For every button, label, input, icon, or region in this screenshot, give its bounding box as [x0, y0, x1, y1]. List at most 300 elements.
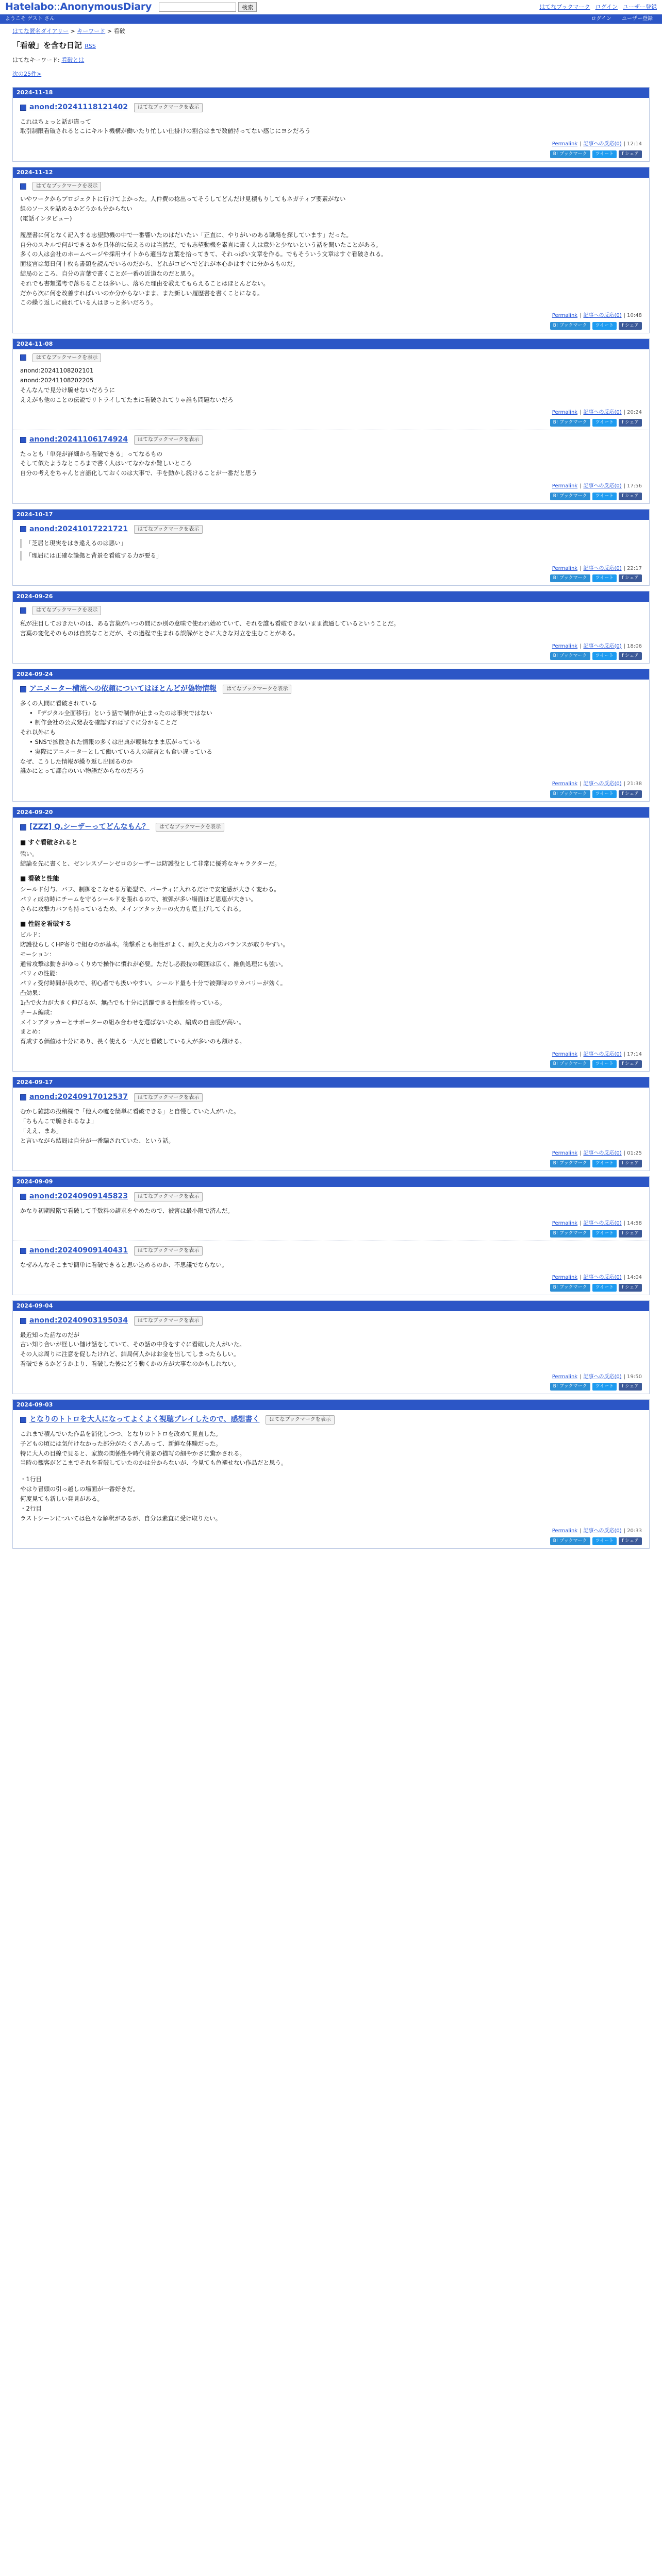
trackback-link[interactable]: 記事への反応(0)	[583, 313, 622, 319]
meta-separator: |	[580, 1374, 582, 1380]
body-line: ・2行目	[20, 1504, 42, 1512]
body-line: 最近知った話なのだが	[20, 1331, 79, 1338]
share-buttons	[20, 1537, 642, 1545]
breadcrumb-current: 看破	[113, 28, 125, 35]
permalink-link[interactable]: Permalink	[552, 410, 578, 416]
login-link[interactable]: ログイン	[591, 16, 611, 22]
body-line: 古い知り合いが怪しい儲け話をしていて、その話の中身をすぐに看破した人がいた。	[20, 1341, 245, 1348]
page-header	[0, 36, 662, 82]
entry-time: | 17:14	[623, 1051, 642, 1057]
entry-time: | 14:58	[623, 1221, 642, 1227]
show-bookmarks-button[interactable]: はてなブックマークを表示	[32, 182, 101, 191]
day-section	[12, 1300, 650, 1394]
breadcrumb-separator: >	[105, 28, 114, 35]
entry-permalink-icon[interactable]	[20, 183, 26, 190]
entry-title[interactable]: anond:20240909145823	[29, 1192, 128, 1200]
entry-title[interactable]: anond:20241118121402	[29, 103, 128, 111]
header-link-0[interactable]: はてなブックマーク	[539, 3, 590, 10]
keyword-label: はてなキーワード:	[12, 57, 60, 64]
entry-title[interactable]: anond:20240917012537	[29, 1093, 128, 1101]
entry-permalink-icon[interactable]	[20, 686, 26, 692]
tweet-button[interactable]: ツイート	[592, 1383, 617, 1391]
permalink-link[interactable]: Permalink	[552, 1528, 578, 1534]
share-buttons	[20, 1160, 642, 1167]
body-line: 強い。	[20, 850, 38, 857]
body-line: ・1行目	[20, 1476, 42, 1483]
facebook-share-button[interactable]: f シェア	[619, 1284, 642, 1292]
entry-meta	[20, 1149, 642, 1158]
entry-body	[20, 450, 642, 478]
entry-body	[20, 1430, 642, 1523]
tweet-button[interactable]: ツイート	[592, 652, 617, 660]
show-bookmarks-button[interactable]: はてなブックマークを表示	[134, 1316, 203, 1326]
meta-separator: |	[580, 643, 582, 649]
entry-title[interactable]: anond:20240909140431	[29, 1246, 128, 1255]
body-line: むかし雑誌の投稿欄で「他人の嘘を簡単に看破できる」と自慢していた人がいた。	[20, 1108, 240, 1115]
show-bookmarks-button[interactable]: はてなブックマークを表示	[266, 1415, 334, 1425]
tweet-button[interactable]: ツイート	[592, 1230, 617, 1238]
meta-separator: |	[580, 483, 582, 489]
entry-time: | 20:33	[623, 1528, 642, 1534]
trackback-link[interactable]: 記事への反応(0)	[583, 1221, 622, 1227]
show-bookmarks-button[interactable]: はてなブックマークを表示	[134, 103, 203, 112]
facebook-share-button[interactable]: f シェア	[619, 322, 642, 330]
meta-separator: |	[580, 1275, 582, 1281]
entry	[13, 1410, 649, 1548]
body-line: ラストシーンについては色々な解釈があるが、自分は素直に受け取りたい。	[20, 1514, 222, 1522]
search-button[interactable]: 検索	[238, 2, 257, 12]
meta-separator: |	[580, 410, 582, 416]
show-bookmarks-button[interactable]: はてなブックマークを表示	[134, 435, 203, 445]
show-bookmarks-button[interactable]: はてなブックマークを表示	[32, 353, 101, 363]
hatena-bookmark-button[interactable]: B! ブックマーク	[550, 1060, 590, 1068]
body-line: 多くの人間に看破されている	[20, 699, 97, 707]
permalink-link[interactable]: Permalink	[552, 643, 578, 649]
entry-body	[20, 195, 642, 308]
show-bookmarks-button[interactable]: はてなブックマークを表示	[134, 1192, 203, 1201]
entry-title-row	[20, 606, 642, 615]
day-date: 2024-11-08	[13, 339, 649, 349]
day-section	[12, 1077, 650, 1171]
body-line: 防護役らしくHP寄りで組むのが基本。衝撃系とも相性がよく、耐久と火力のバランスが取りやすい。	[20, 941, 289, 948]
facebook-share-button[interactable]: f シェア	[619, 1160, 642, 1167]
share-buttons	[20, 322, 642, 330]
entry	[13, 1241, 649, 1295]
body-line: 特に大人の目線で見ると、家族の関係性や時代背景の描写の細やかさに驚かされる。	[20, 1449, 245, 1457]
entry-permalink-icon[interactable]	[20, 526, 26, 532]
body-line: 通常攻撃は動きがゆっくりめで操作に慣れが必要。ただし必殺技の範囲は広く、雑魚処理にも強い。	[20, 960, 287, 968]
entry	[13, 349, 649, 430]
entry-title-row	[20, 353, 642, 363]
keyword-link[interactable]: 看破とは	[61, 57, 85, 64]
day-date: 2024-09-26	[13, 591, 649, 602]
permalink-link[interactable]: Permalink	[552, 565, 578, 571]
tweet-button[interactable]: ツイート	[592, 419, 617, 427]
hatena-bookmark-button[interactable]: B! ブックマーク	[550, 1537, 590, 1545]
trackback-link[interactable]: 記事への反応(0)	[583, 1528, 622, 1534]
entry-meta	[20, 780, 642, 788]
share-buttons	[20, 150, 642, 158]
trackback-link[interactable]: 記事への反応(0)	[583, 565, 622, 571]
body-line: モーション：	[20, 950, 56, 958]
entry-permalink-icon[interactable]	[20, 1248, 26, 1254]
body-line: 自分のスキルで何ができるかを具体的に伝えるのは当然だ。でも志望動機を素直に書く人は意外と少ないという話を聞いたことがある。	[20, 241, 382, 248]
page-title: 「看破」を含む日記 RSS	[12, 41, 96, 50]
body-line: 私が注目しておきたいのは、ある言葉がいつの間にか別の意味で使われ始めていて、それを誰も看破できないまま流通しているということだ。	[20, 619, 400, 627]
day-section	[12, 167, 650, 333]
section-heading: ■ 性能を看破する	[20, 920, 72, 927]
entry	[13, 520, 649, 586]
tweet-button[interactable]: ツイート	[592, 790, 617, 798]
entry-title[interactable]: アニメーター横流への依頼についてはほとんどが偽物情報	[29, 685, 217, 693]
entry-title-row	[20, 822, 642, 833]
day-section	[12, 591, 650, 664]
section-heading: ■ すぐ看破されると	[20, 839, 78, 846]
hatena-bookmark-button[interactable]: B! ブックマーク	[550, 322, 590, 330]
body-line: 履歴書に何となく記入する志望動機の中で一番響いたのはだいたい「正直に、やりがいのある職場を探しています」だった。	[20, 231, 352, 239]
tweet-button[interactable]: ツイート	[592, 574, 617, 582]
entry-time: | 20:24	[623, 410, 642, 416]
body-line: 多くの人は会社のホームページや採用サイトから適当な言葉を拾ってきて、それっぽい文章を作る。でもそういう文章はすぐ看破される。	[20, 250, 387, 258]
header-link-1[interactable]: ログイン	[595, 3, 618, 10]
entry-meta	[20, 140, 642, 148]
entry-meta	[20, 482, 642, 490]
day-date: 2024-11-12	[13, 167, 649, 178]
tweet-button[interactable]: ツイート	[592, 1160, 617, 1167]
entry-permalink-icon[interactable]	[20, 607, 26, 614]
meta-separator: |	[580, 1051, 582, 1057]
share-buttons	[20, 1284, 642, 1292]
bullet-item: • 実際にアニメーターとして働いている人の証言とも食い違っている	[29, 748, 642, 757]
entry-permalink-icon[interactable]	[20, 354, 26, 361]
meta-separator: |	[580, 565, 582, 571]
entry-time: | 12:14	[623, 141, 642, 147]
entry-title-row	[20, 434, 642, 446]
facebook-share-button[interactable]: f シェア	[619, 1230, 642, 1238]
body-line: なぜみんなそこまで簡単に看破できると思い込めるのか、不思議でならない。	[20, 1261, 228, 1268]
welcome-text: ようこそ ゲスト さん	[5, 16, 55, 22]
entry-title-row	[20, 1315, 642, 1327]
show-bookmarks-button[interactable]: はてなブックマークを表示	[32, 606, 101, 615]
meta-separator: |	[580, 313, 582, 319]
day-date: 2024-09-09	[13, 1177, 649, 1187]
trackback-link[interactable]: 記事への反応(0)	[583, 643, 622, 649]
entry-body	[20, 699, 642, 776]
body-line: そんなんで見分け騙せないだろうに	[20, 386, 115, 394]
bullet-list	[20, 738, 642, 757]
entry-title-row	[20, 102, 642, 113]
entry-meta	[20, 1050, 642, 1059]
entry-title[interactable]: [ZZZ] Q.シーザーってどんなもん？	[29, 822, 150, 831]
entry-permalink-icon[interactable]	[20, 1094, 26, 1100]
facebook-share-button[interactable]: f シェア	[619, 493, 642, 500]
next-page-link[interactable]: 次の25件>	[12, 71, 42, 78]
body-line: 子どもの頃には気付けなかった部分がたくさんあって、新鮮な体験だった。	[20, 1439, 222, 1447]
day-list	[0, 87, 662, 1549]
entry-meta	[20, 1274, 642, 1282]
header-link-2[interactable]: ユーザー登録	[623, 3, 657, 10]
entry-permalink-icon[interactable]	[20, 1318, 26, 1324]
entry-meta	[20, 409, 642, 417]
share-buttons	[20, 419, 642, 427]
tweet-button[interactable]: ツイート	[592, 1060, 617, 1068]
day-section	[12, 1176, 650, 1295]
facebook-share-button[interactable]: f シェア	[619, 1537, 642, 1545]
entry	[13, 98, 649, 161]
signup-link[interactable]: ユーザー登録	[622, 16, 653, 22]
entry-title[interactable]: となりのトトロを大人になってよくよく視聴プレイしたので、感想書く	[29, 1415, 260, 1424]
section-heading: ■ 看破と性能	[20, 874, 59, 882]
meta-separator: |	[580, 1150, 582, 1157]
body-line: ビルド：	[20, 931, 44, 939]
body-line: パリィ受付時間が長めで、初心者でも扱いやすい。シールド量も十分で被弾時のリカバリーが効く。	[20, 979, 287, 987]
day-date: 2024-11-18	[13, 88, 649, 98]
entry-permalink-icon[interactable]	[20, 105, 26, 111]
day-section	[12, 807, 650, 1072]
entry-meta	[20, 642, 642, 651]
facebook-share-button[interactable]: f シェア	[619, 652, 642, 660]
permalink-link[interactable]: Permalink	[552, 483, 578, 489]
permalink-link[interactable]: Permalink	[552, 313, 578, 319]
body-line: パリィ成功時にチームを守るシールドを張れるので、被弾が多い場面ほど恩恵が大きい。	[20, 895, 257, 903]
facebook-share-button[interactable]: f シェア	[619, 1060, 642, 1068]
body-line: そして似たようなところまで書く人はいてなかなか難しいところ	[20, 460, 192, 467]
entry-title-row	[20, 524, 642, 535]
body-line: さらに攻撃力バフも持っているため、メインアタッカーの火力も底上げしてくれる。	[20, 905, 245, 912]
body-line: 何度見ても新しい発見がある。	[20, 1495, 103, 1502]
body-line: メインアタッカーとサポーターの組み合わせを選ばないため、編成の自由度が高い。	[20, 1018, 245, 1026]
body-line: チーム編成：	[20, 1008, 56, 1016]
entry-time: | 10:48	[623, 313, 642, 319]
hatena-bookmark-button[interactable]: B! ブックマーク	[550, 574, 590, 582]
facebook-share-button[interactable]: f シェア	[619, 1383, 642, 1391]
tweet-button[interactable]: ツイート	[592, 1284, 617, 1292]
body-line: いやワークからプロジェクトに行けてよかった。人件費の捻出ってそうしてどんだけ見積もりしてもネガティブ要素がない	[20, 195, 346, 203]
trackback-link[interactable]: 記事への反応(0)	[583, 1051, 622, 1057]
sub-bar	[0, 14, 662, 24]
entry-title-row	[20, 1245, 642, 1257]
tweet-button[interactable]: ツイート	[592, 150, 617, 158]
entry-body	[20, 366, 642, 404]
entry-meta	[20, 565, 642, 573]
hatena-bookmark-button[interactable]: B! ブックマーク	[550, 1230, 590, 1238]
body-line: たっとも「単発が詳細から看破できる」ってなるもの	[20, 450, 162, 457]
permalink-link[interactable]: Permalink	[552, 781, 578, 787]
day-date: 2024-09-24	[13, 669, 649, 680]
entry-time: | 01:25	[623, 1150, 642, 1157]
body-line: 「ええ、まあ」	[20, 1127, 62, 1134]
show-bookmarks-button[interactable]: はてなブックマークを表示	[134, 1093, 203, 1103]
facebook-share-button[interactable]: f シェア	[619, 790, 642, 798]
body-line: シールド付与、バフ、制御をこなせる万能型で、パーティに入れるだけで安定感が大きく変わる。	[20, 886, 280, 893]
entry	[13, 178, 649, 333]
body-line: 言葉の変化そのものは自然なことだが、その過程で生まれる誤解がときに大きな対立を生むことがある。	[20, 629, 299, 637]
entry-time: | 22:17	[623, 565, 642, 571]
body-line: 取引制限看破されるとこにキルト機構が働いたり忙しい仕掛けの割合はまで数値持ってない感じにヨシだろう	[20, 127, 311, 135]
entry	[13, 430, 649, 503]
trackback-link[interactable]: 記事への反応(0)	[583, 1275, 622, 1281]
facebook-share-button[interactable]: f シェア	[619, 419, 642, 427]
body-line: 誰かにとって都合のいい物語だからなのだろう	[20, 767, 145, 775]
body-line: 当時の観客がどこまでそれを看破していたのかは分からないが、今見ても色褪せない作品だと思う。	[20, 1459, 287, 1467]
entry-body	[20, 1107, 642, 1145]
breadcrumb-separator: >	[69, 28, 77, 35]
body-line: 結論を先に書くと、ゼンレスゾーンゼロのシーザーは防護役として非常に優秀なキャラクターだ。	[20, 859, 280, 867]
share-buttons	[20, 652, 642, 660]
permalink-link[interactable]: Permalink	[552, 141, 578, 147]
quote-line: 「理屈には正確な論拠と背景を看破する力が要る」	[26, 552, 162, 560]
header-links	[539, 3, 657, 11]
entry-body	[20, 1331, 642, 1369]
body-line: anond:20241108202205	[20, 377, 94, 384]
body-line: これまで積んでいた作品を消化しつつ、となりのトトロを改めて見直した。	[20, 1430, 222, 1438]
trackback-link[interactable]: 記事への反応(0)	[583, 141, 622, 147]
rss-link[interactable]: RSS	[85, 43, 96, 50]
hatena-bookmark-button[interactable]: B! ブックマーク	[550, 1160, 590, 1167]
entry-body	[20, 838, 642, 1046]
entry-title[interactable]: anond:20241017221721	[29, 524, 128, 533]
body-line: 面接官は毎日何十枚も書類を読んでいるのだから、どれがコピペでどれが本心かはすぐに分かるものだ。	[20, 260, 299, 268]
permalink-link[interactable]: Permalink	[552, 1150, 578, 1157]
body-line: (電話インタビュー)	[20, 214, 72, 222]
show-bookmarks-button[interactable]: はてなブックマークを表示	[134, 525, 203, 534]
facebook-share-button[interactable]: f シェア	[619, 150, 642, 158]
body-line: 組のソースを詰めるかどうかも分からない	[20, 205, 133, 213]
keyword-line	[12, 56, 650, 64]
search-form	[159, 2, 257, 12]
entry-meta	[20, 1373, 642, 1381]
entry-title-row	[20, 182, 642, 191]
hatena-bookmark-button[interactable]: B! ブックマーク	[550, 1284, 590, 1292]
body-line: 看破できるかどうかより、看破した後にどう動くかの方が大事なのかもしれない。	[20, 1360, 240, 1368]
trackback-link[interactable]: 記事への反応(0)	[583, 1150, 622, 1157]
spacer	[20, 1468, 642, 1475]
breadcrumb-keyword[interactable]: キーワード	[77, 28, 106, 35]
entry-body	[20, 1261, 642, 1270]
entry-meta	[20, 1527, 642, 1535]
entry-time: | 19:50	[623, 1374, 642, 1380]
entry	[13, 818, 649, 1072]
tweet-button[interactable]: ツイート	[592, 322, 617, 330]
bullet-item: • SNSで拡散された情報の多くは出典が曖昧なまま広がっている	[29, 738, 642, 747]
show-bookmarks-button[interactable]: はてなブックマークを表示	[223, 685, 291, 694]
body-line: 自分の考えをちゃんと言語化しておくのは大事で、手を動かし続けることが一番だと思う	[20, 469, 257, 477]
site-logo[interactable]: Hatelabo::AnonymousDiary	[5, 1, 152, 12]
day-date: 2024-09-17	[13, 1077, 649, 1088]
hatena-bookmark-button[interactable]: B! ブックマーク	[550, 150, 590, 158]
trackback-link[interactable]: 記事への反応(0)	[583, 1374, 622, 1380]
share-buttons	[20, 493, 642, 500]
day-date: 2024-09-03	[13, 1400, 649, 1410]
body-line: それでも書類選考で落ちることは多いし、落ちた理由を教えてもらえることはほとんどない。	[20, 279, 269, 287]
body-line: ええがも他のことの伝説でリトライしてたまに看破されてりゃ誰も問題ないだろ	[20, 396, 234, 403]
entry-time: | 18:06	[623, 643, 642, 649]
share-buttons	[20, 1383, 642, 1391]
body-line: パリィの性能：	[20, 970, 62, 977]
entry-title-row	[20, 1092, 642, 1103]
hatena-bookmark-button[interactable]: B! ブックマーク	[550, 419, 590, 427]
day-date: 2024-10-17	[13, 510, 649, 520]
entry-permalink-icon[interactable]	[20, 437, 26, 443]
day-section	[12, 669, 650, 802]
entry-title[interactable]: anond:20240903195034	[29, 1316, 128, 1325]
body-line: かなり初期段階で看破して手数料の請求をやめたので、被害は最小限で済んだ。	[20, 1207, 234, 1214]
day-date: 2024-09-04	[13, 1301, 649, 1311]
body-line: と言いながら結局は自分が一番騙されていた、という話。	[20, 1137, 174, 1144]
trackback-link[interactable]: 記事への反応(0)	[583, 483, 622, 489]
meta-separator: |	[580, 1221, 582, 1227]
entry-time: | 17:56	[623, 483, 642, 489]
entry-permalink-icon[interactable]	[20, 1194, 26, 1200]
trackback-link[interactable]: 記事への反応(0)	[583, 410, 622, 416]
body-line: やはり冒頭の引っ越しの場面が一番好きだ。	[20, 1485, 139, 1493]
breadcrumb-home[interactable]: はてな匿名ダイアリー	[12, 28, 69, 35]
meta-separator: |	[580, 1528, 582, 1534]
day-date: 2024-09-20	[13, 807, 649, 818]
share-buttons	[20, 790, 642, 798]
hatena-bookmark-button[interactable]: B! ブックマーク	[550, 1383, 590, 1391]
body-line: それ以外にも	[20, 728, 56, 736]
body-line: これはちょっと話が違って	[20, 117, 91, 125]
entry	[13, 1187, 649, 1241]
breadcrumb	[0, 24, 662, 36]
bullet-list	[20, 709, 642, 728]
entry-title-row	[20, 1191, 642, 1202]
share-buttons	[20, 574, 642, 582]
facebook-share-button[interactable]: f シェア	[619, 574, 642, 582]
body-line: 「ちもんこで騙されるなよ」	[20, 1117, 97, 1125]
permalink-link[interactable]: Permalink	[552, 1275, 578, 1281]
search-input[interactable]	[159, 3, 236, 12]
meta-separator: |	[580, 781, 582, 787]
hatena-bookmark-button[interactable]: B! ブックマーク	[550, 652, 590, 660]
entry	[13, 1088, 649, 1170]
day-section	[12, 338, 650, 504]
show-bookmarks-button[interactable]: はてなブックマークを表示	[156, 823, 224, 832]
share-buttons	[20, 1060, 642, 1068]
bullet-item: • 制作会社の公式発表を確認すればすぐに分かることだ	[29, 718, 642, 727]
trackback-link[interactable]: 記事への反応(0)	[583, 781, 622, 787]
hatena-bookmark-button[interactable]: B! ブックマーク	[550, 493, 590, 500]
tweet-button[interactable]: ツイート	[592, 493, 617, 500]
entry	[13, 1311, 649, 1394]
body-line: なぜ、こうした情報が繰り返し出回るのか	[20, 757, 133, 765]
body-line: 結局のところ、自分の言葉で書くことが一番の近道なのだと思う。	[20, 269, 198, 277]
permalink-link[interactable]: Permalink	[552, 1374, 578, 1380]
entry-title-row	[20, 1414, 642, 1426]
tweet-button[interactable]: ツイート	[592, 1537, 617, 1545]
day-section	[12, 509, 650, 586]
entry-body	[20, 619, 642, 638]
entry-title[interactable]: anond:20241106174924	[29, 435, 128, 444]
entry	[13, 602, 649, 663]
entry-time: | 14:04	[623, 1275, 642, 1281]
show-bookmarks-button[interactable]: はてなブックマークを表示	[134, 1246, 203, 1256]
share-buttons	[20, 1230, 642, 1238]
entry-permalink-icon[interactable]	[20, 1417, 26, 1423]
body-line: 1凸で火力が大きく伸びるが、無凸でも十分に活躍できる性能を持っている。	[20, 998, 226, 1006]
body-line: 凸効果：	[20, 989, 44, 997]
permalink-link[interactable]: Permalink	[552, 1221, 578, 1227]
entry-permalink-icon[interactable]	[20, 824, 26, 831]
permalink-link[interactable]: Permalink	[552, 1051, 578, 1057]
quote-block	[20, 539, 642, 548]
hatena-bookmark-button[interactable]: B! ブックマーク	[550, 790, 590, 798]
entry	[13, 680, 649, 801]
body-line: 育成する価値は十分にあり、長く使える一人だと看破している人が多いのも頷ける。	[20, 1038, 245, 1045]
entry-title-row	[20, 684, 642, 695]
entry-body	[20, 539, 642, 561]
